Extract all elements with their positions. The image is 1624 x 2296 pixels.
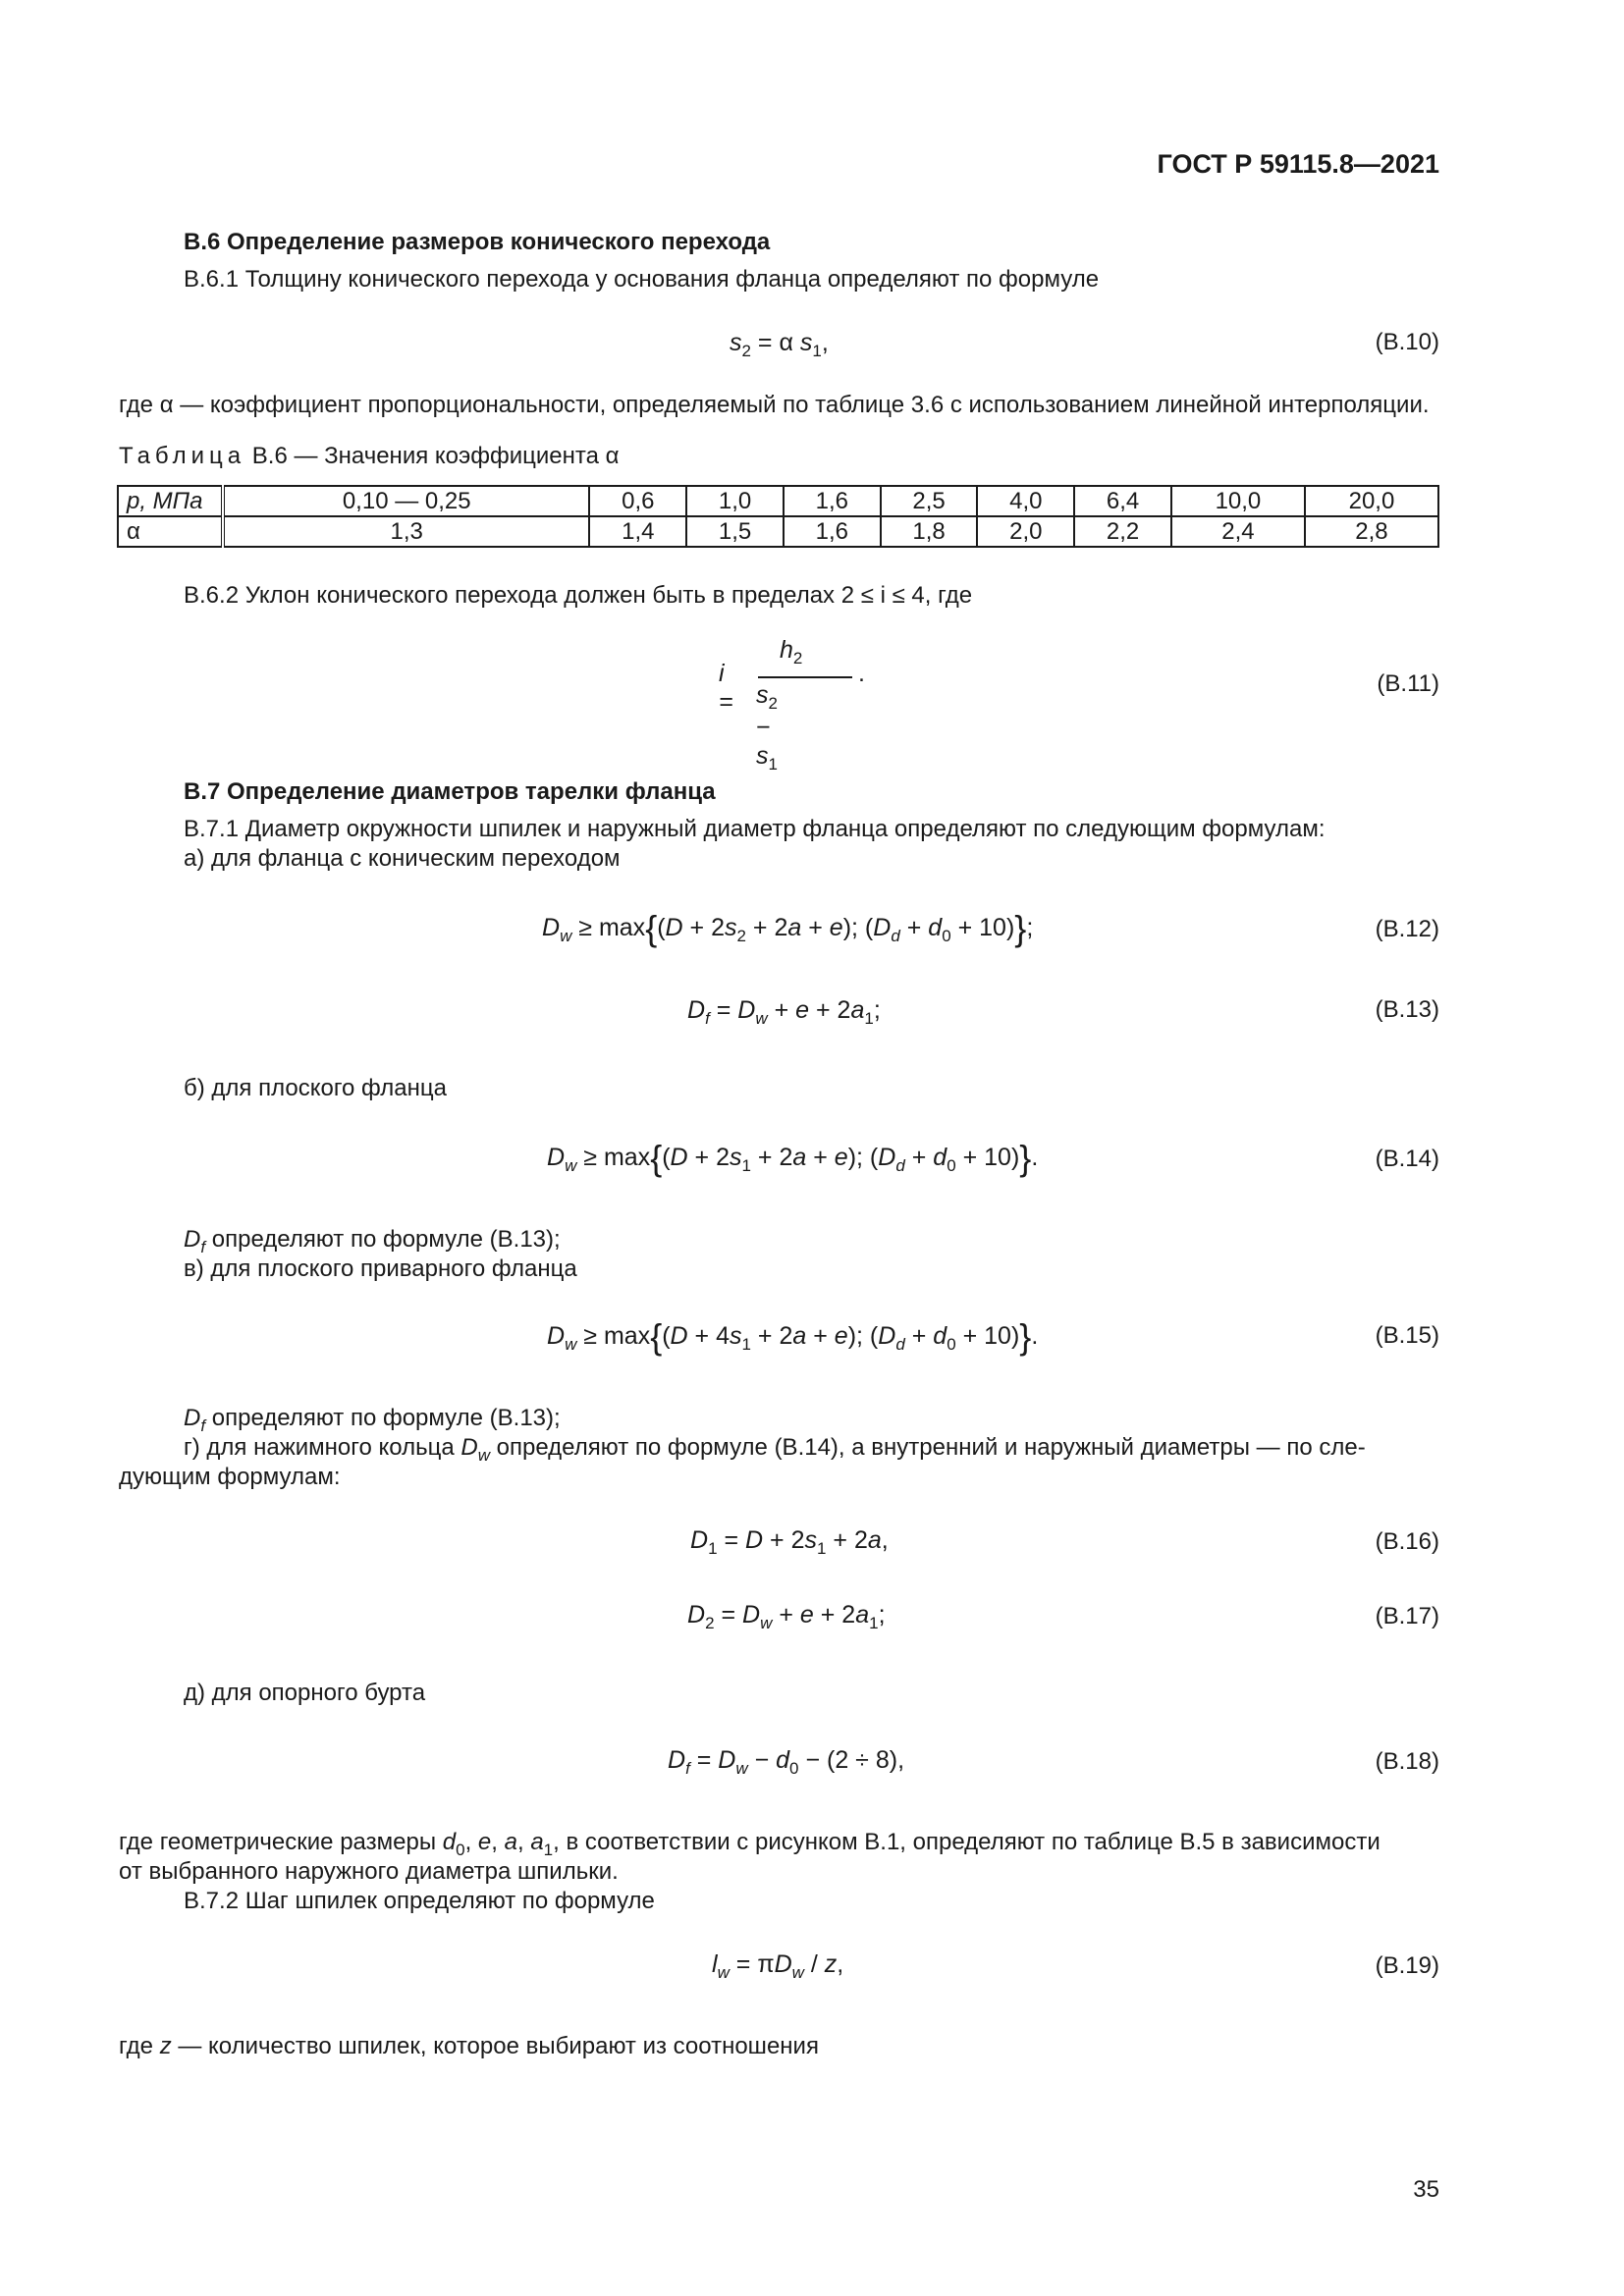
table-cell: 20,0 bbox=[1305, 486, 1438, 516]
table-caption bbox=[119, 442, 620, 471]
table-cell: 2,4 bbox=[1171, 516, 1305, 547]
table-cell: 2,0 bbox=[977, 516, 1074, 547]
equation-number-b14: (В.14) bbox=[1375, 1146, 1439, 1172]
paragraph-b6-2: В.6.2 Уклон конического перехода должен быть в пределах 2 ≤ i ≤ 4, где bbox=[184, 582, 973, 609]
geometry-text-a: где геометрические размеры bbox=[119, 1829, 443, 1855]
z-text-b: — количество шпилек, которое выбирают из соотношения bbox=[171, 2033, 819, 2059]
item-b: б) для плоского фланца bbox=[184, 1075, 447, 1101]
formula-b16: $D_1 = D + 2s_1 + 2a$, bbox=[690, 1526, 889, 1558]
table-cell: 2,5 bbox=[881, 486, 978, 516]
table-cell: 10,0 bbox=[1171, 486, 1305, 516]
df-ref-text-1: определяют по формуле (В.13); bbox=[205, 1226, 561, 1253]
formula-b18: $D_f = D_w - d_0 - (2 \div 8)$, bbox=[668, 1746, 905, 1778]
table-caption-text: В.6 — Значения коэффициента α bbox=[245, 443, 620, 469]
table-cell: 6,4 bbox=[1074, 486, 1171, 516]
formula-b15: $D_w \ge \max\{(D + 4s_1 + 2a + e)$; $(D_d + d_0 + 10)$}. bbox=[547, 1316, 1039, 1357]
equation-number-b12: (В.12) bbox=[1375, 916, 1439, 942]
alpha-coefficient-table bbox=[117, 485, 1439, 548]
item-d: д) для опорного бурта bbox=[184, 1680, 426, 1706]
equation-number-b13: (В.13) bbox=[1375, 996, 1439, 1023]
table-row-pressure bbox=[118, 486, 1438, 516]
equation-number-b10: (В.10) bbox=[1375, 329, 1439, 355]
paragraph-b7-1: В.7.1 Диаметр окружности шпилек и наружный диаметр фланца определяют по следующим формулам: bbox=[184, 816, 1326, 842]
df-ref-text-2: определяют по формуле (В.13); bbox=[205, 1405, 561, 1431]
paragraph-df-ref-2: $D_f$ определяют по формуле (В.13); bbox=[184, 1405, 561, 1435]
paragraph-alpha-definition: где α — коэффициент пропорциональности, определяемый по таблице 3.6 с использованием линейной интерполяции. bbox=[119, 392, 1430, 418]
formula-b14: $D_w \ge \max\{(D + 2s_1 + 2a + e)$; $(D_d + d_0 + 10)$}. bbox=[547, 1138, 1039, 1178]
table-cell: 1,8 bbox=[881, 516, 978, 547]
table-cell: 1,4 bbox=[589, 516, 686, 547]
item-v: в) для плоского приварного фланца bbox=[184, 1255, 577, 1282]
section-title-b7: В.7 Определение диаметров тарелки фланца bbox=[184, 778, 716, 805]
table-cell: 1,0 bbox=[686, 486, 784, 516]
document-code: ГОСТ Р 59115.8—2021 bbox=[1157, 149, 1439, 179]
table-cell: 4,0 bbox=[977, 486, 1074, 516]
item-g-line1: г) для нажимного кольца $D_w$ определяют по формуле (В.14), а внутренний и наружный диаметры — по сле- bbox=[184, 1434, 1366, 1465]
z-text-a: где bbox=[119, 2033, 160, 2059]
formula-b13: $D_f = D_w + e + 2a_1$; bbox=[687, 996, 881, 1028]
item-g-line2: дующим формулам: bbox=[119, 1464, 341, 1490]
table-cell: 1,6 bbox=[784, 486, 881, 516]
equation-number-b11: (В.11) bbox=[1377, 670, 1439, 697]
equation-number-b18: (В.18) bbox=[1375, 1748, 1439, 1775]
table-caption-prefix: Таблица bbox=[119, 443, 246, 469]
table-cell: 1,6 bbox=[784, 516, 881, 547]
paragraph-z-definition: где z — количество шпилек, которое выбирают из соотношения bbox=[119, 2033, 819, 2059]
table-cell: 2,8 bbox=[1305, 516, 1438, 547]
equation-number-b15: (В.15) bbox=[1375, 1322, 1439, 1349]
table-cell: 1,3 bbox=[223, 516, 589, 547]
section-title-b6: В.6 Определение размеров конического перехода bbox=[184, 229, 771, 255]
geometry-text-b: , в соответствии с рисунком В.1, определяют по таблице В.5 в зависимости bbox=[553, 1829, 1380, 1855]
formula-b10: $s_2 = \alpha$ $s_1$, bbox=[730, 329, 829, 360]
paragraph-b6-1: В.6.1 Толщину конического перехода у основания фланца определяют по формуле bbox=[184, 266, 1100, 293]
equation-number-b16: (В.16) bbox=[1375, 1528, 1439, 1555]
table-row-alpha bbox=[118, 516, 1438, 547]
formula-b17: $D_2 = D_w + e + 2a_1$; bbox=[687, 1601, 886, 1632]
table-header-alpha: α bbox=[118, 516, 223, 547]
paragraph-b7-2: В.7.2 Шаг шпилек определяют по формуле bbox=[184, 1888, 655, 1914]
paragraph-geometry-line2: от выбранного наружного диаметра шпильки. bbox=[119, 1858, 619, 1885]
item-a: а) для фланца с коническим переходом bbox=[184, 845, 621, 872]
table-cell: 0,10 — 0,25 bbox=[223, 486, 589, 516]
table-cell: 0,6 bbox=[589, 486, 686, 516]
equation-number-b19: (В.19) bbox=[1375, 1952, 1439, 1979]
item-g-text-a: г) для нажимного кольца bbox=[184, 1434, 461, 1461]
formula-b19: $l_w = \pi D_w / z$, bbox=[712, 1950, 844, 1982]
table-cell: 1,5 bbox=[686, 516, 784, 547]
formula-b12: $D_w \ge \max\{(D + 2s_2 + 2a + e)$; $(D_d + d_0 + 10)$}; bbox=[542, 908, 1034, 948]
table-header-pressure-text: p, МПа bbox=[127, 488, 203, 514]
table-header-pressure bbox=[118, 486, 223, 516]
paragraph-df-ref-1: $D_f$ определяют по формуле (В.13); bbox=[184, 1226, 561, 1256]
table-cell: 2,2 bbox=[1074, 516, 1171, 547]
paragraph-geometry-line1: где геометрические размеры $d_0$, e, a, $a_1$, в соответствии с рисунком В.1, определяют по таблице В.5 в зависимости bbox=[119, 1829, 1380, 1859]
equation-number-b17: (В.17) bbox=[1375, 1603, 1439, 1629]
page-number: 35 bbox=[1413, 2176, 1439, 2203]
item-g-text-b: определяют по формуле (В.14), а внутренний и наружный диаметры — по сле- bbox=[489, 1434, 1366, 1461]
